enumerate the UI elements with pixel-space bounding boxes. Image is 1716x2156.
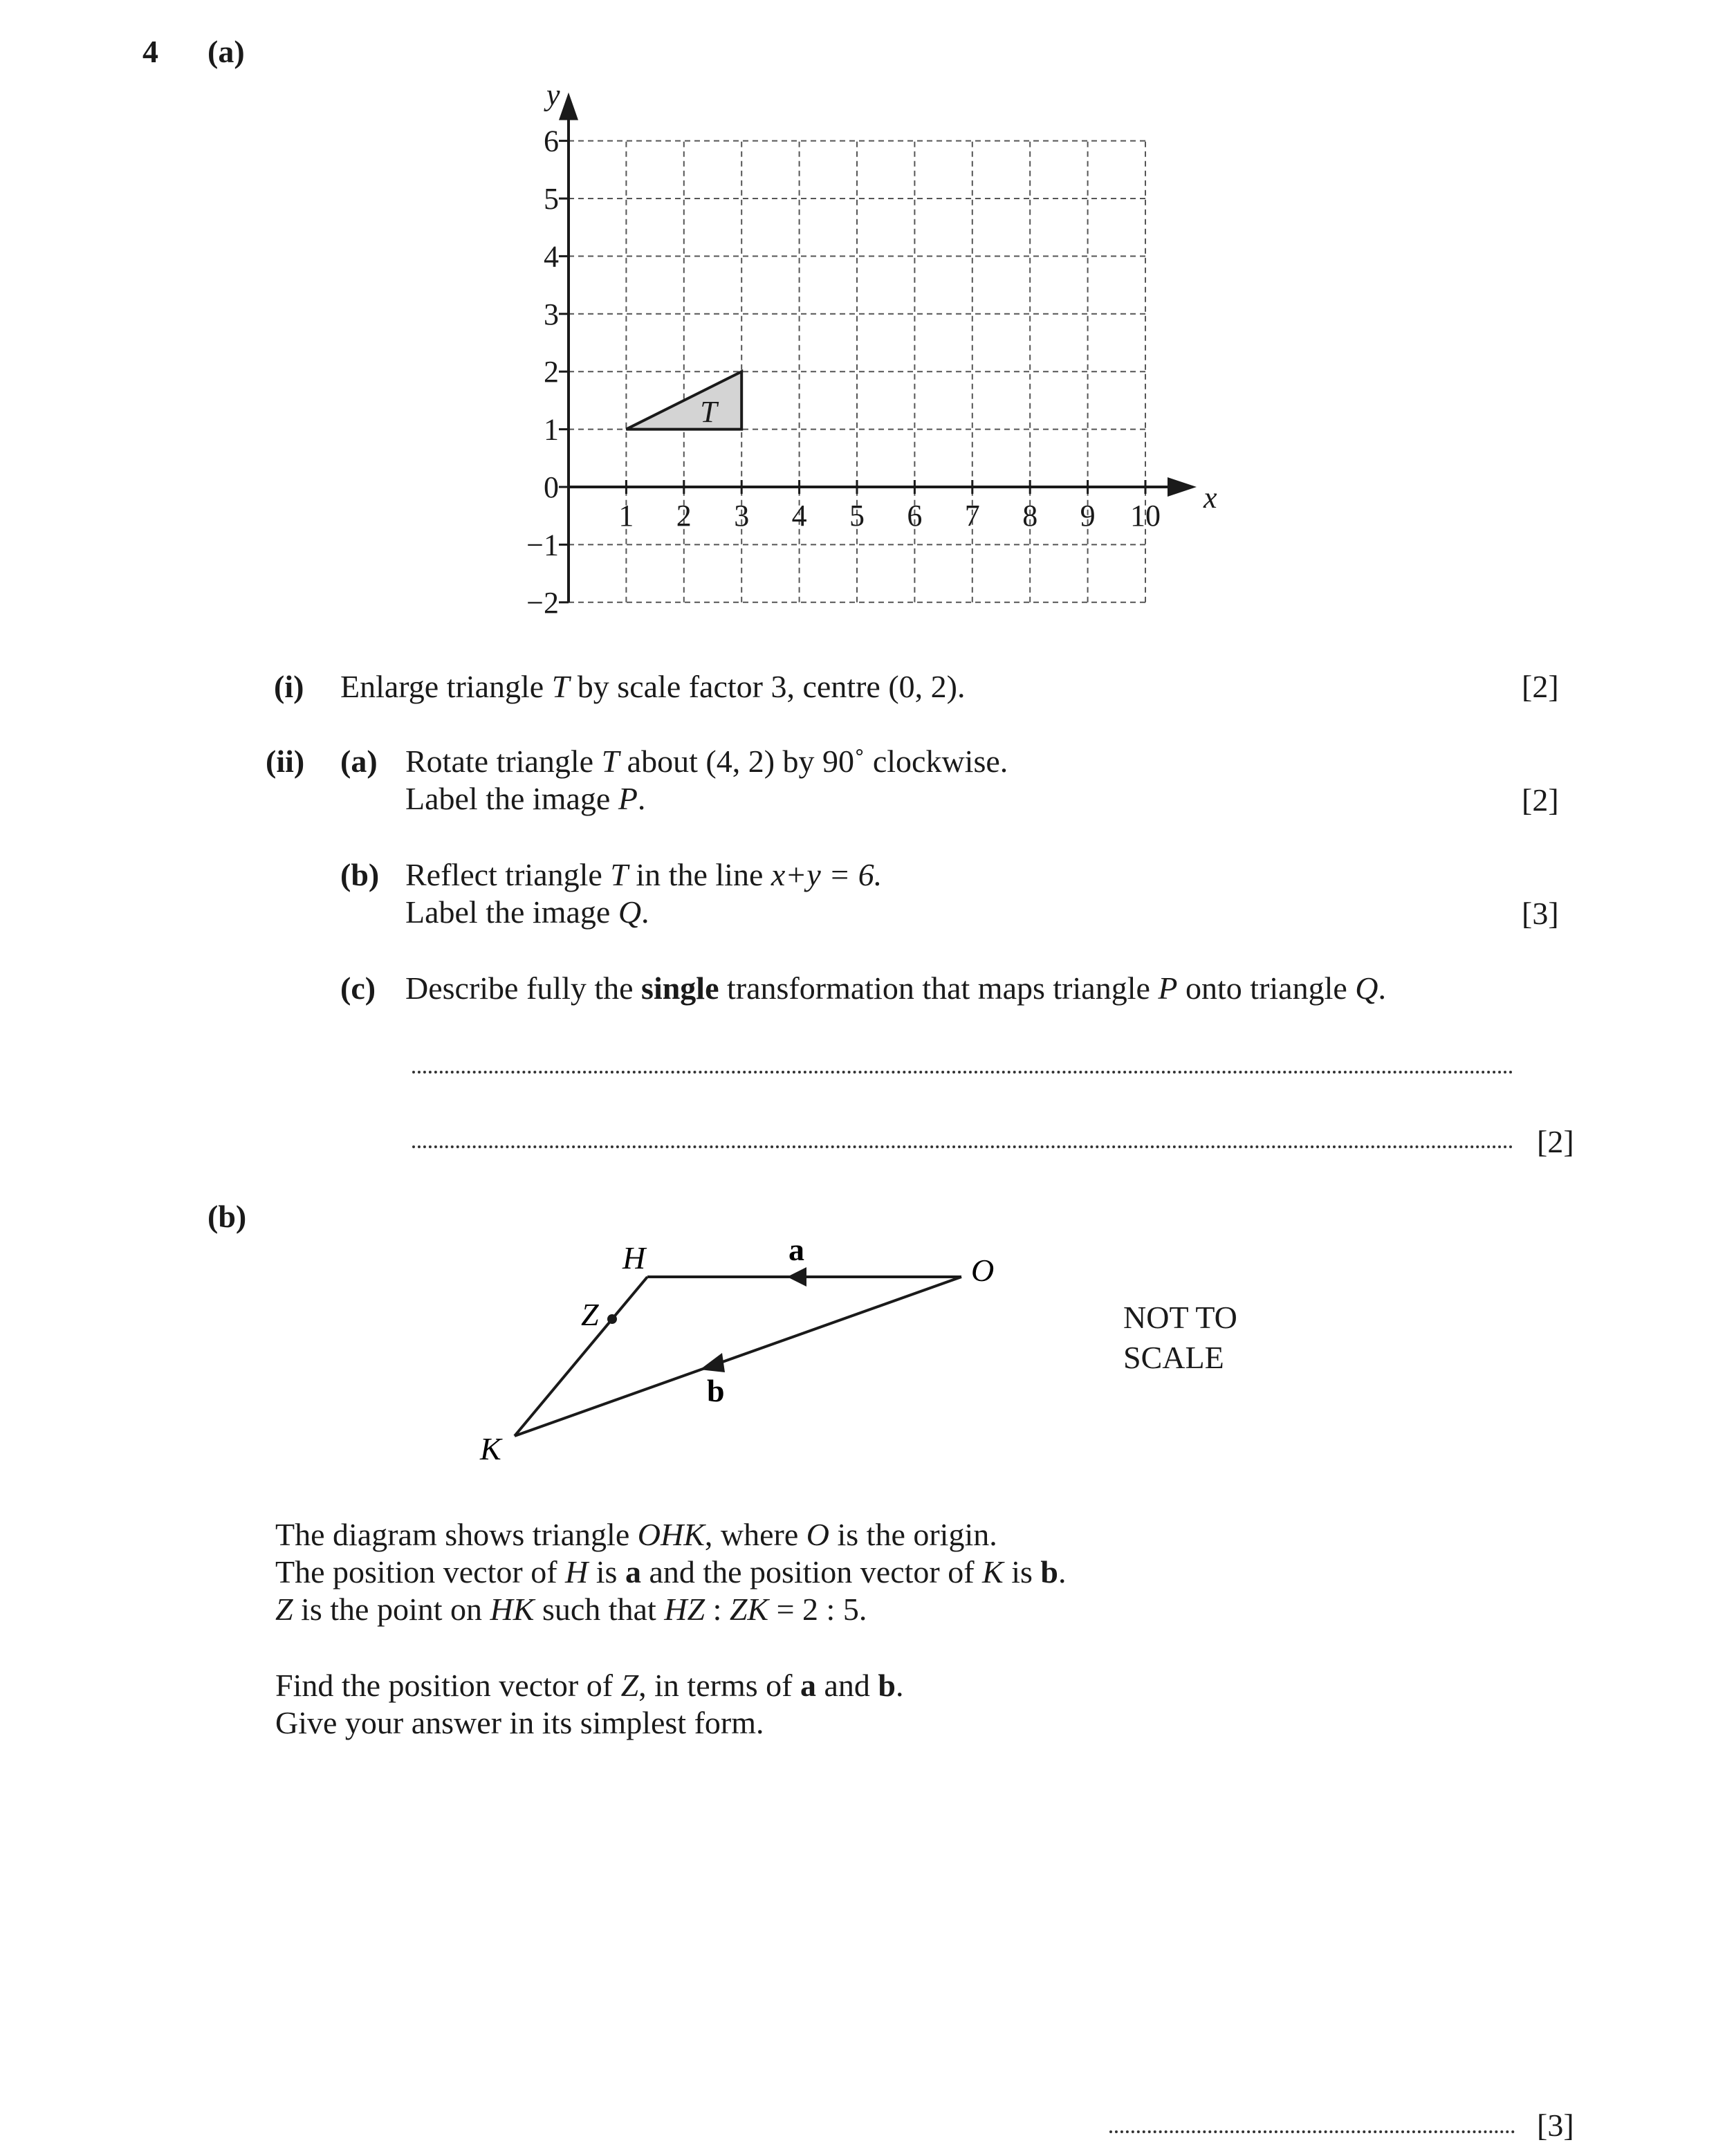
part-ii-b-line1: Reflect triangle T in the line x+y = 6. — [405, 857, 883, 892]
part-ii-a-line1: Rotate triangle T about (4, 2) by 90˚ clockwise. — [405, 744, 1008, 779]
y-tick-label: 0 — [544, 470, 559, 504]
label-k: K — [480, 1431, 501, 1466]
part-b-line5: Give your answer in its simplest form. — [275, 1705, 764, 1740]
part-i-marks: [2] — [1522, 669, 1559, 704]
question-number: 4 — [142, 34, 158, 69]
arrow-a-icon — [787, 1267, 806, 1287]
part-b-line3: Z is the point on HK such that HZ : ZK = 2 : 5. — [275, 1592, 867, 1627]
part-ii-b-label: (b) — [340, 857, 380, 892]
part-ii-c-text: Describe fully the single transformation that maps triangle P onto triangle Q. — [405, 970, 1387, 1006]
x-tick-label: 4 — [791, 499, 807, 533]
x-tick-label: 8 — [1022, 499, 1038, 533]
part-b-label: (b) — [207, 1199, 247, 1234]
x-tick-label: 7 — [964, 499, 980, 533]
x-tick-label: 6 — [907, 499, 923, 533]
y-tick-label: 3 — [544, 297, 559, 331]
label-z: Z — [581, 1297, 599, 1332]
not-to-scale-line1: NOT TO — [1123, 1300, 1237, 1335]
label-a: a — [788, 1232, 804, 1267]
arrow-b-icon — [700, 1353, 725, 1372]
part-b-line1: The diagram shows triangle OHK, where O is the origin. — [275, 1517, 997, 1552]
part-b-marks: [3] — [1537, 2108, 1574, 2143]
y-tick-label: 2 — [544, 355, 559, 389]
part-ii-b-marks: [3] — [1522, 896, 1559, 931]
y-axis-label: y — [546, 77, 560, 112]
part-ii-c-label: (c) — [340, 970, 376, 1006]
not-to-scale-line2: SCALE — [1123, 1340, 1224, 1375]
point-z — [607, 1314, 617, 1324]
x-tick-label: 1 — [618, 499, 634, 533]
y-tick-label: 6 — [544, 124, 559, 158]
y-tick-label: −1 — [526, 528, 559, 562]
part-i-label: (i) — [274, 669, 304, 704]
x-tick-label: 9 — [1080, 499, 1096, 533]
x-tick-label: 5 — [849, 499, 865, 533]
label-o: O — [971, 1253, 995, 1288]
part-a-label: (a) — [207, 34, 245, 69]
part-i-text: Enlarge triangle T by scale factor 3, centre (0, 2). — [340, 669, 966, 704]
part-ii-b-line2: Label the image Q. — [405, 894, 649, 930]
part-ii-label: (ii) — [266, 744, 305, 779]
answer-line-b[interactable] — [1109, 2130, 1515, 2133]
part-b-line2: The position vector of H is a and the position vector of K is b. — [275, 1554, 1067, 1590]
part-b-line4: Find the position vector of Z, in terms of a and b. — [275, 1668, 904, 1703]
y-tick-label: 5 — [544, 182, 559, 216]
x-tick-label: 10 — [1130, 499, 1161, 533]
label-h: H — [622, 1240, 646, 1275]
y-tick-label: 1 — [544, 412, 559, 447]
label-b: b — [707, 1373, 725, 1408]
part-ii-c-marks: [2] — [1537, 1124, 1574, 1159]
x-tick-label: 2 — [676, 499, 692, 533]
triangle-t-label: T — [700, 394, 717, 429]
part-ii-a-label: (a) — [340, 744, 378, 779]
part-ii-a-line2: Label the image P. — [405, 781, 646, 816]
y-tick-label: −2 — [526, 585, 559, 620]
part-ii-a-marks: [2] — [1522, 782, 1559, 818]
x-axis-label: x — [1203, 481, 1217, 515]
x-tick-label: 3 — [734, 499, 750, 533]
y-tick-label: 4 — [544, 239, 559, 274]
